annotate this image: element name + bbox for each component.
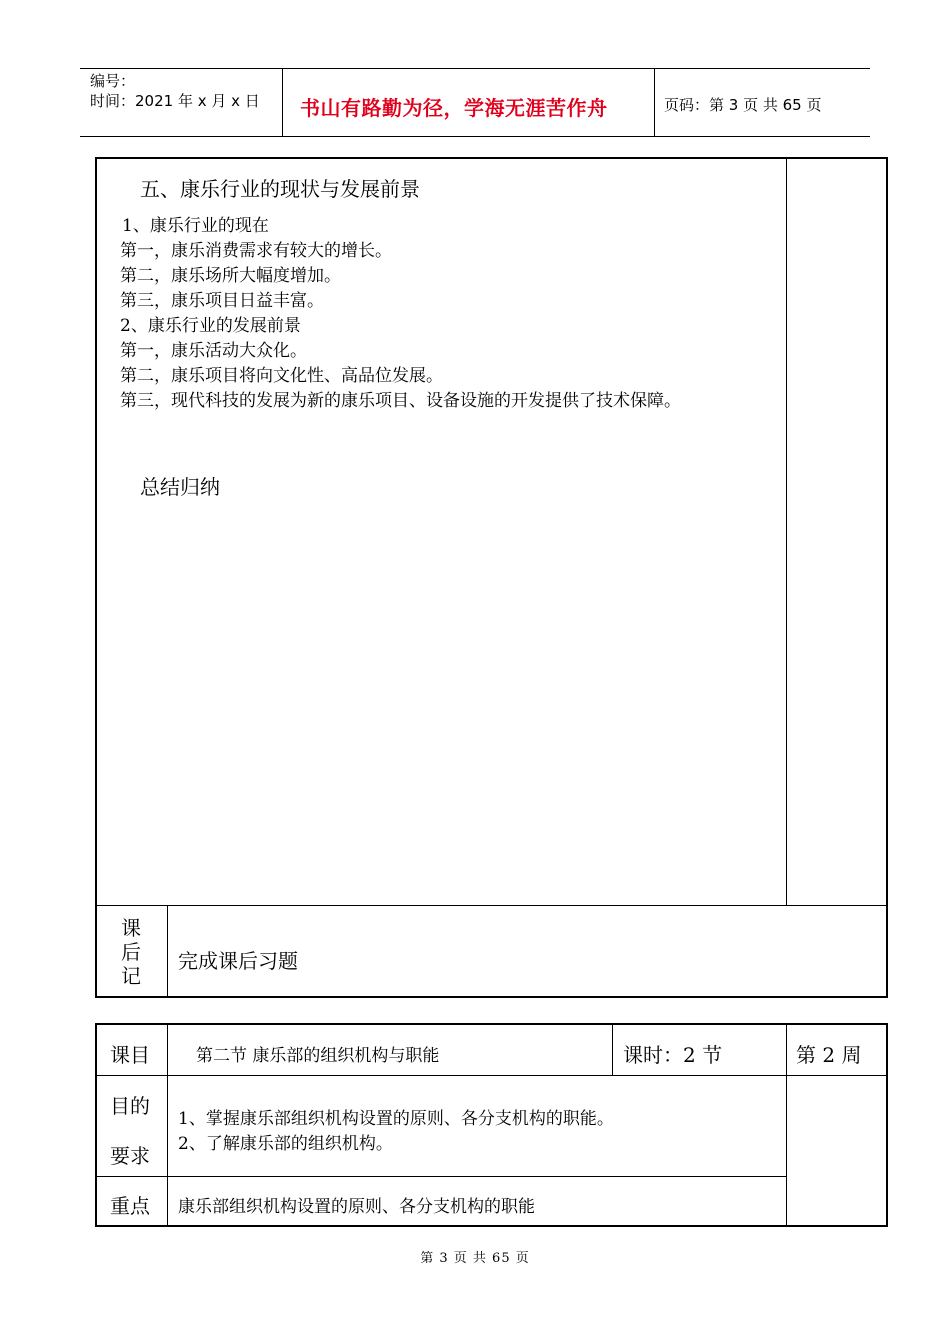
header-bottom-rule (80, 136, 870, 137)
header-page-number: 页码：第 3 页 共 65 页 (664, 96, 822, 114)
doc-date: 时间：2021 年 x 月 x 日 (90, 92, 260, 110)
content-line: 第一，康乐活动大众化。 (120, 341, 307, 361)
goal-item: 2、了解康乐部的组织机构。 (178, 1134, 393, 1154)
afterclass-label-char: 课 (121, 916, 141, 940)
afterclass-label-char: 后 (121, 940, 141, 964)
lesson-week: 第 2 周 (796, 1043, 862, 1067)
key-point-label: 重点 (110, 1194, 150, 1218)
header-motto: 书山有路勤为径，学海无涯苦作舟 (300, 96, 608, 120)
lesson-right-divider (786, 1024, 787, 1226)
content-line: 第一，康乐消费需求有较大的增长。 (120, 241, 392, 261)
goal-item: 1、掌握康乐部组织机构设置的原则、各分支机构的职能。 (178, 1109, 614, 1129)
page-footer: 第 3 页 共 65 页 (420, 1251, 530, 1266)
key-point-text: 康乐部组织机构设置的原则、各分支机构的职能 (178, 1197, 535, 1217)
afterclass-divider (96, 905, 887, 906)
content-line: 第三，现代科技的发展为新的康乐项目、设备设施的开发提供了技术保障。 (120, 391, 681, 411)
lesson-hours: 课时：2 节 (623, 1043, 723, 1067)
content-line: 2、康乐行业的发展前景 (120, 316, 301, 336)
content-line: 第三，康乐项目日益丰富。 (120, 291, 324, 311)
lesson-hours-divider (612, 1024, 613, 1075)
afterclass-label (116, 916, 146, 988)
header-top-rule (80, 68, 870, 69)
content-right-column-divider (786, 158, 787, 906)
goal-label: 目的 (110, 1094, 150, 1118)
afterclass-text: 完成课后习题 (178, 949, 298, 973)
header-divider (282, 68, 283, 136)
content-line: 1、康乐行业的现在 (122, 216, 269, 236)
header-divider (654, 68, 655, 136)
content-line: 第二，康乐场所大幅度增加。 (120, 266, 341, 286)
goal-label: 要求 (110, 1144, 150, 1168)
lesson-row-divider (96, 1176, 786, 1177)
section-title: 五、康乐行业的现状与发展前景 (140, 177, 420, 201)
afterclass-label-char: 记 (121, 964, 141, 988)
topic-label: 课目 (110, 1043, 150, 1067)
summary-heading: 总结归纳 (140, 475, 220, 499)
content-line: 第二，康乐项目将向文化性、高品位发展。 (120, 366, 443, 386)
afterclass-label-divider (167, 906, 168, 997)
doc-number-label: 编号： (90, 72, 136, 90)
lesson-topic: 第二节 康乐部的组织机构与职能 (196, 1046, 440, 1066)
lesson-row-divider (96, 1075, 887, 1076)
lesson-label-divider (167, 1024, 168, 1226)
